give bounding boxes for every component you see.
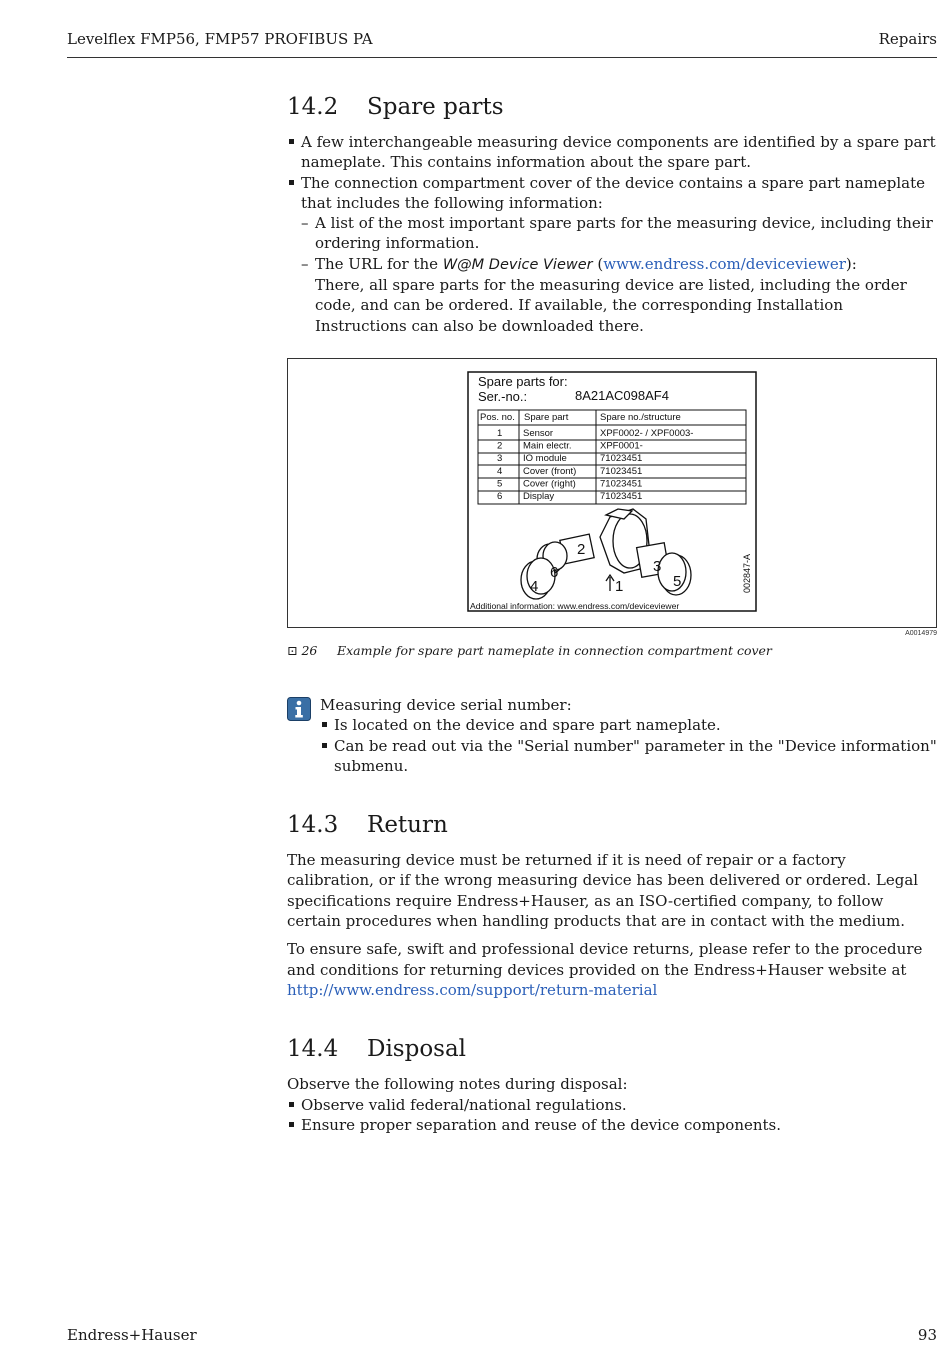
- row-no: 71023451: [600, 453, 643, 465]
- spare-part-nameplate-illustration: [288, 359, 938, 629]
- text: The URL for the: [315, 254, 443, 273]
- deviceviewer-link[interactable]: www.endress.com/deviceviewer: [603, 254, 846, 273]
- chapter-title: Repairs: [878, 30, 937, 48]
- document-title: Levelflex FMP56, FMP57 PROFIBUS PA: [67, 30, 373, 48]
- heading-disposal: [287, 1036, 937, 1074]
- list-item: Observe valid federal/national regulations.: [287, 1095, 937, 1115]
- row-pos: 1: [497, 427, 503, 439]
- caption-number: [287, 643, 317, 658]
- device-viewer-name: W@M Device Viewer: [442, 256, 593, 273]
- row-part: Main electr.: [523, 440, 572, 452]
- note-list: [320, 715, 937, 776]
- callout-1: 1: [615, 577, 624, 595]
- section-number: 14.2: [287, 94, 339, 120]
- return-paragraph-1: The measuring device must be returned if it is need of repair or a factory calibration, or if the wrong measuring device has been delivered or ordered. Legal specifications require Endress+Hauser, as an ISO-certified company, to follow certain procedures when handling products that are in contact with the medium.: [287, 851, 919, 931]
- company-name: Endress+Hauser: [67, 1326, 197, 1344]
- text: There, all spare parts for the measuring device are listed, including the order code, and can be ordered. If available, the corresponding Installation Instructions can also be downloaded there.: [315, 276, 907, 335]
- additional-info: Additional information: www.endress.com/deviceviewer: [470, 600, 680, 611]
- caption-text: Example for spare part nameplate in connection compartment cover: [337, 642, 772, 658]
- spare-parts-list: [287, 132, 937, 336]
- row-no: XPF0001-: [600, 440, 643, 452]
- row-part: Display: [523, 490, 555, 502]
- row-part: Cover (right): [523, 478, 576, 490]
- list-item: Ensure proper separation and reuse of the device components.: [287, 1115, 937, 1135]
- info-icon: [287, 697, 311, 721]
- row-no: 71023451: [600, 490, 643, 502]
- page-header: [67, 30, 937, 58]
- disposal-intro: Observe the following notes during disposal:: [287, 1075, 628, 1094]
- return-material-link[interactable]: http://www.endress.com/support/return-material: [287, 980, 658, 999]
- row-pos: 3: [497, 453, 503, 465]
- note-title: Measuring device serial number:: [320, 695, 572, 714]
- plate-title: Spare parts for:: [478, 373, 568, 389]
- col-part-header: Spare part: [524, 411, 569, 423]
- disposal-list: [287, 1095, 937, 1136]
- list-item: Can be read out via the "Serial number" parameter in the "Device information" submenu.: [320, 736, 937, 777]
- ser-label: Ser.-no.:: [478, 388, 528, 404]
- info-note: [287, 695, 937, 776]
- list-item-text: The connection compartment cover of the device contains a spare part nameplate that includes the following information:: [301, 173, 926, 212]
- return-paragraph-2: [287, 939, 937, 1000]
- main-content: [287, 94, 937, 1135]
- col-no-header: Spare no./structure: [600, 411, 681, 423]
- heading-return: [287, 812, 937, 850]
- caption-number-value: 26: [301, 642, 318, 658]
- row-part: Sensor: [523, 427, 554, 439]
- section-title: Spare parts: [367, 94, 504, 120]
- row-no: 71023451: [600, 465, 643, 477]
- callout-4: 4: [530, 577, 539, 595]
- figure-icon: ⊡: [287, 642, 302, 658]
- list-item: Is located on the device and spare part nameplate.: [320, 715, 937, 735]
- list-item: A few interchangeable measuring device components are identified by a spare part nameplate. This contains information about the spare part.: [287, 132, 937, 173]
- row-part: Cover (front): [523, 465, 577, 477]
- text: (: [592, 254, 604, 273]
- callout-5: 5: [673, 572, 682, 590]
- row-pos: 6: [497, 490, 503, 502]
- list-item: – A list of the most important spare parts for the measuring device, including their ordering information.: [301, 213, 937, 254]
- list-item: [301, 254, 937, 336]
- page-number: 93: [917, 1326, 937, 1344]
- row-part: IO module: [523, 453, 567, 465]
- side-code: 002847-A: [742, 553, 752, 593]
- heading-spare-parts: [287, 94, 937, 132]
- row-pos: 5: [497, 478, 503, 490]
- callout-3: 3: [653, 557, 662, 575]
- text: ):: [845, 254, 857, 273]
- figure-caption: [287, 643, 937, 663]
- section-title: Disposal: [367, 1036, 467, 1063]
- right-cover-inner: [658, 553, 686, 591]
- row-pos: 2: [497, 440, 503, 452]
- ser-value: 8A21AC098AF4: [575, 387, 669, 403]
- row-no: 71023451: [600, 478, 643, 490]
- callout-2: 2: [577, 540, 586, 558]
- figure-code: A0014979: [905, 629, 937, 637]
- section-title: Return: [367, 812, 448, 839]
- text: To ensure safe, swift and professional device returns, please refer to the procedure and conditions for returning devices provided on the Endress+Hauser website at: [287, 940, 923, 979]
- figure-frame: [287, 358, 937, 628]
- section-number: 14.3: [287, 812, 339, 839]
- nameplate-info-list: [301, 213, 937, 336]
- row-no: XPF0002- / XPF0003-: [600, 427, 694, 439]
- row-pos: 4: [497, 465, 503, 477]
- col-pos-header: Pos. no.: [480, 411, 515, 423]
- list-item: [287, 173, 937, 336]
- section-number: 14.4: [287, 1036, 339, 1063]
- callout-6: 6: [550, 563, 559, 581]
